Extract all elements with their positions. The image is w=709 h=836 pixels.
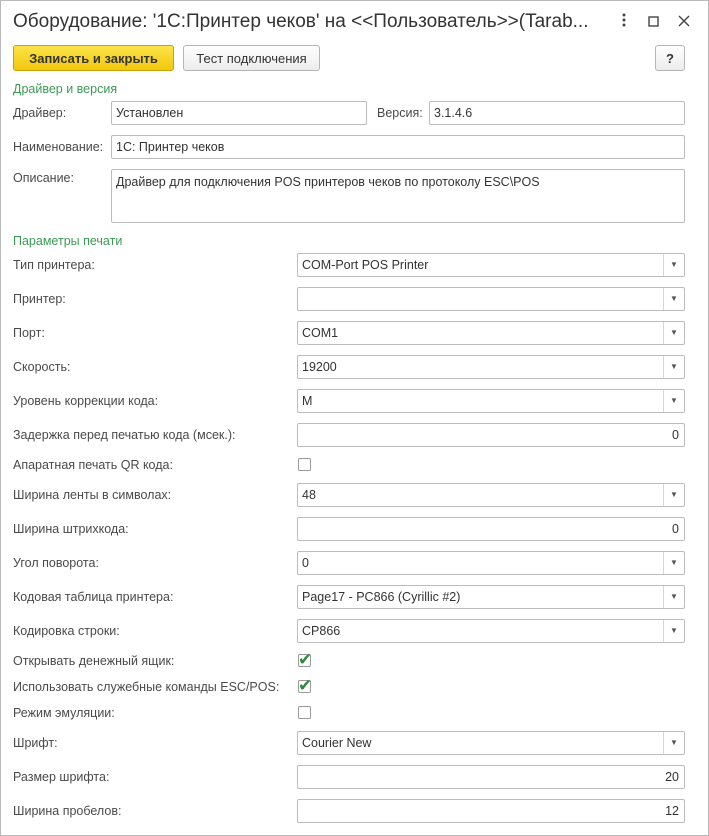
speed-value: 19200 xyxy=(302,360,337,374)
check-icon: ✔ xyxy=(298,676,313,695)
barcode-width-input[interactable]: 0 xyxy=(297,517,685,541)
font-label: Шрифт: xyxy=(13,736,58,750)
description-field[interactable]: Драйвер для подключения POS принтеров чеков по протоколу ESC\POS xyxy=(111,169,685,223)
test-connection-button[interactable]: Тест подключения xyxy=(183,45,320,71)
encoding-value: CP866 xyxy=(302,624,341,638)
encoding-select[interactable] xyxy=(297,619,685,643)
maximize-icon[interactable] xyxy=(642,13,664,33)
port-label: Порт: xyxy=(13,326,45,340)
save-and-close-button[interactable]: Записать и закрыть xyxy=(13,45,174,71)
esc-pos-label: Использовать служебные команды ESC/POS: xyxy=(13,680,280,694)
font-size-input[interactable]: 20 xyxy=(297,765,685,789)
cash-drawer-checkbox[interactable] xyxy=(298,650,313,669)
dropdown-arrow-icon[interactable]: ▼ xyxy=(663,390,684,412)
cash-drawer-label: Открывать денежный ящик: xyxy=(13,654,175,668)
tape-width-select[interactable] xyxy=(297,483,685,507)
port-select[interactable] xyxy=(297,321,685,345)
hw-qr-checkbox[interactable] xyxy=(298,458,311,471)
dropdown-arrow-icon[interactable]: ▼ xyxy=(663,288,684,310)
driver-section-title: Драйвер и версия xyxy=(13,82,118,96)
emulation-label: Режим эмуляции: xyxy=(13,706,115,720)
title-bar xyxy=(1,1,708,45)
correction-level-label: Уровень коррекции кода: xyxy=(13,394,159,408)
driver-field[interactable]: Установлен xyxy=(111,101,367,125)
encoding-label: Кодировка строки: xyxy=(13,624,120,638)
font-value: Courier New xyxy=(302,736,372,750)
driver-label: Драйвер: xyxy=(13,106,67,120)
check-icon: ✔ xyxy=(298,650,313,669)
delay-label: Задержка перед печатью кода (мсек.): xyxy=(13,428,236,442)
speed-select[interactable] xyxy=(297,355,685,379)
port-value: COM1 xyxy=(302,326,339,340)
space-width-label: Ширина пробелов: xyxy=(13,804,122,818)
dropdown-arrow-icon[interactable]: ▼ xyxy=(663,322,684,344)
barcode-width-label: Ширина штрихкода: xyxy=(13,522,129,536)
hw-qr-label: Апаратная печать QR кода: xyxy=(13,458,173,472)
toolbar xyxy=(1,45,708,75)
font-size-label: Размер шрифта: xyxy=(13,770,110,784)
tape-width-value: 48 xyxy=(302,488,316,502)
rotation-select[interactable] xyxy=(297,551,685,575)
version-label: Версия: xyxy=(377,106,423,120)
description-label: Описание: xyxy=(13,171,74,185)
close-icon[interactable] xyxy=(673,13,695,33)
codepage-select[interactable] xyxy=(297,585,685,609)
dropdown-arrow-icon[interactable]: ▼ xyxy=(663,356,684,378)
font-select[interactable] xyxy=(297,731,685,755)
name-field[interactable]: 1С: Принтер чеков xyxy=(111,135,685,159)
version-field[interactable]: 3.1.4.6 xyxy=(429,101,685,125)
emulation-checkbox[interactable] xyxy=(298,706,311,719)
codepage-value: Page17 - PC866 (Cyrillic #2) xyxy=(302,590,461,604)
printer-type-select[interactable] xyxy=(297,253,685,277)
printer-type-label: Тип принтера: xyxy=(13,258,95,272)
rotation-value: 0 xyxy=(302,556,309,570)
window-title: Оборудование: '1С:Принтер чеков' на <<Пользователь>>(Tarab... xyxy=(13,11,589,32)
esc-pos-checkbox[interactable] xyxy=(298,676,313,695)
speed-label: Скорость: xyxy=(13,360,71,374)
delay-input[interactable]: 0 xyxy=(297,423,685,447)
space-width-input[interactable]: 12 xyxy=(297,799,685,823)
correction-level-value: M xyxy=(302,394,313,408)
help-button[interactable]: ? xyxy=(655,45,685,71)
printer-label: Принтер: xyxy=(13,292,66,306)
printer-select[interactable] xyxy=(297,287,685,311)
dropdown-arrow-icon[interactable]: ▼ xyxy=(663,586,684,608)
codepage-label: Кодовая таблица принтера: xyxy=(13,590,174,604)
dropdown-arrow-icon[interactable]: ▼ xyxy=(663,732,684,754)
dropdown-arrow-icon[interactable]: ▼ xyxy=(663,620,684,642)
kebab-menu-icon[interactable] xyxy=(613,13,635,33)
correction-level-select[interactable] xyxy=(297,389,685,413)
tape-width-label: Ширина ленты в символах: xyxy=(13,488,172,502)
name-label: Наименование: xyxy=(13,140,104,154)
rotation-label: Угол поворота: xyxy=(13,556,99,570)
dropdown-arrow-icon[interactable]: ▼ xyxy=(663,254,684,276)
print-section-title: Параметры печати xyxy=(13,234,123,248)
dropdown-arrow-icon[interactable]: ▼ xyxy=(663,552,684,574)
dropdown-arrow-icon[interactable]: ▼ xyxy=(663,484,684,506)
printer-type-value: COM-Port POS Printer xyxy=(302,258,429,272)
